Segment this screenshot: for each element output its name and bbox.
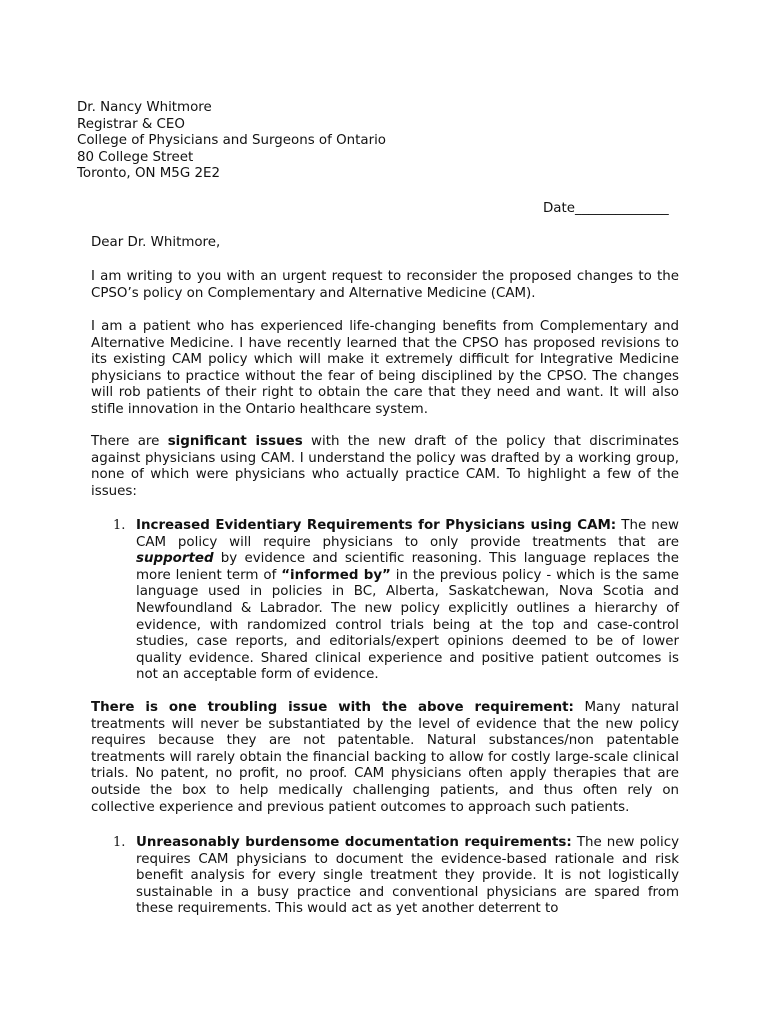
list-item-text-b: by evidence and scientific reasoning. This language replaces the more lenient term of bbox=[136, 551, 679, 583]
list-number: 1. bbox=[113, 518, 126, 533]
paragraph-troubling-bold: There is one troubling issue with the above requirement: bbox=[91, 700, 574, 715]
issue-list-1 bbox=[91, 518, 679, 684]
salutation: Dear Dr. Whitmore, bbox=[91, 235, 221, 250]
list-item-text: The new policy requires CAM physicians to document the evidence-based rationale and risk benefit analysis for every single treatment they provide. It is not logistically sustainable in a busy practice and conventional physicians are spared from these requirements. This would act as yet another deterrent to bbox=[136, 835, 679, 917]
recipient-street: 80 College Street bbox=[77, 149, 194, 165]
paragraph-intro: I am writing to you with an urgent request to reconsider the proposed changes to the CPSO’s policy on Complementary and Alternative Medicine (CAM). bbox=[91, 269, 679, 301]
list-item-text-c: in the previous policy - which is the same language used in policies in BC, Alberta, Saskatchewan, Nova Scotia and Newfoundland & Labrador. The new policy explicitly outlines a hierarchy of evidence, with randomized control trials being at the top and case-control studies, case reports, and editorials/expert opinions deemed to be of lower quality evidence. Shared clinical experience and positive patient outcomes is not an acceptable form of evidence. bbox=[136, 567, 679, 683]
paragraph-issues-before: There are bbox=[91, 434, 168, 449]
paragraph-troubling-issue bbox=[91, 700, 679, 816]
paragraph-troubling-text: Many natural treatments will never be substantiated by the level of evidence that the new policy requires because they are not patentable. Natural substances/non patentable treatments will rarely obtain the financial backing to allow for costly large-scale clinical trials. No patent, no profit, no proof. CAM physicians often apply therapies that are outside the box to help medically challenging patients, and thus often rely on collective experience and previous patient outcomes to approach such patients. bbox=[91, 700, 679, 815]
list-item bbox=[91, 835, 679, 918]
issue-list-2 bbox=[91, 835, 679, 918]
list-item bbox=[91, 518, 679, 684]
paragraph-issues-after: with the new draft of the policy that discriminates against physicians using CAM. I understand the policy was drafted by a working group, none of which were physicians who actually practice CAM. To highlight a few of the issues: bbox=[91, 434, 679, 499]
list-number: 1. bbox=[113, 835, 126, 850]
list-item-heading: Unreasonably burdensome documentation requirements: bbox=[136, 835, 572, 850]
recipient-city: Toronto, ON M5G 2E2 bbox=[77, 166, 220, 182]
recipient-organization: College of Physicians and Surgeons of Ontario bbox=[77, 133, 386, 149]
date-line: Date______________ bbox=[543, 201, 669, 216]
list-item-text-a: The new CAM policy will require physicians to only provide treatments that are bbox=[136, 518, 679, 550]
recipient-name: Dr. Nancy Whitmore bbox=[77, 100, 212, 115]
recipient-title: Registrar & CEO bbox=[77, 116, 185, 132]
paragraph-issues bbox=[91, 434, 679, 500]
list-item-heading: Increased Evidentiary Requirements for Physicians using CAM: bbox=[136, 518, 617, 533]
paragraph-issues-bold: significant issues bbox=[167, 434, 303, 449]
paragraph-patient: I am a patient who has experienced life-changing benefits from Complementary and Alternative Medicine. I have recently learned that the CPSO has proposed revisions to its existing CAM policy which will make it extremely difficult for Integrative Medicine physicians to practice without the fear of being disciplined by the CPSO. The changes will rob patients of their right to obtain the care that they need and want. It will also stifle innovation in the Ontario healthcare system. bbox=[91, 319, 679, 417]
list-item-emphasis-supported: supported bbox=[136, 551, 214, 567]
list-item-emphasis-informed-by: “informed by” bbox=[281, 567, 391, 583]
recipient-address bbox=[77, 100, 386, 183]
